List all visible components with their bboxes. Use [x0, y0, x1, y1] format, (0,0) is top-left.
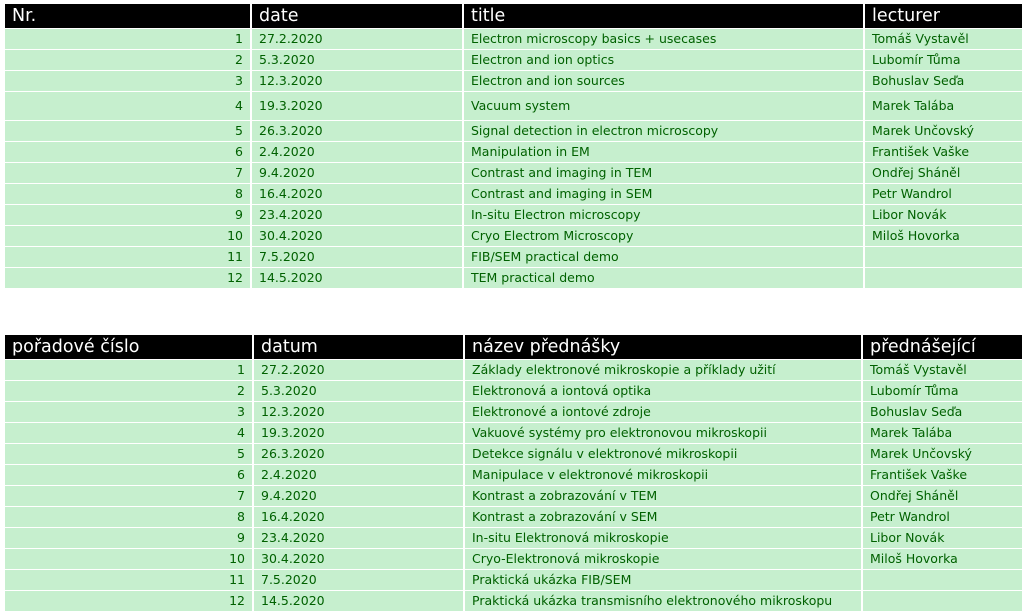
cell-nr: 5 — [5, 444, 253, 465]
cell-title: Signal detection in electron microscopy — [463, 121, 864, 142]
cell-title: Manipulation in EM — [463, 142, 864, 163]
table-row — [5, 184, 1022, 205]
cell-nr: 10 — [5, 549, 253, 570]
table-row — [5, 381, 1022, 402]
cell-date: 27.2.2020 — [251, 29, 463, 50]
cell-nr: 6 — [5, 142, 251, 163]
cell-date: 27.2.2020 — [253, 360, 464, 381]
table-row — [5, 226, 1022, 247]
cell-title: Electron microscopy basics + usecases — [463, 29, 864, 50]
cell-nr: 9 — [5, 205, 251, 226]
header-nr: Nr. — [5, 4, 251, 29]
table-header-row — [5, 335, 1022, 360]
cell-date: 9.4.2020 — [251, 163, 463, 184]
cell-date: 16.4.2020 — [251, 184, 463, 205]
cell-lecturer: Tomáš Vystavěl — [864, 29, 1022, 50]
cell-date: 2.4.2020 — [253, 465, 464, 486]
table-row — [5, 423, 1022, 444]
table-row — [5, 142, 1022, 163]
cell-date: 23.4.2020 — [251, 205, 463, 226]
cell-nr: 3 — [5, 402, 253, 423]
table-row — [5, 29, 1022, 50]
header-date: datum — [253, 335, 464, 360]
cell-lecturer: Miloš Hovorka — [864, 226, 1022, 247]
cell-nr: 8 — [5, 507, 253, 528]
cell-nr: 12 — [5, 591, 253, 612]
cell-date: 19.3.2020 — [251, 92, 463, 121]
table-row — [5, 268, 1022, 289]
cell-date: 2.4.2020 — [251, 142, 463, 163]
czech-schedule-table — [5, 335, 1022, 611]
header-title: název přednášky — [464, 335, 862, 360]
cell-date: 23.4.2020 — [253, 528, 464, 549]
cell-lecturer: Marek Unčovský — [862, 444, 1022, 465]
cell-nr: 11 — [5, 570, 253, 591]
cell-lecturer: Marek Talába — [864, 92, 1022, 121]
cell-nr: 7 — [5, 163, 251, 184]
table-row — [5, 444, 1022, 465]
cell-lecturer: František Vaške — [862, 465, 1022, 486]
cell-nr: 3 — [5, 71, 251, 92]
table-row — [5, 465, 1022, 486]
cell-title: TEM practical demo — [463, 268, 864, 289]
table-header-row — [5, 4, 1022, 29]
table-row — [5, 570, 1022, 591]
cell-lecturer: Ondřej Sháněl — [864, 163, 1022, 184]
cell-date: 26.3.2020 — [253, 444, 464, 465]
header-lecturer: lecturer — [864, 4, 1022, 29]
cell-date: 30.4.2020 — [251, 226, 463, 247]
cell-title: Electron and ion sources — [463, 71, 864, 92]
cell-date: 7.5.2020 — [251, 247, 463, 268]
cell-title: Základy elektronové mikroskopie a příklady užití — [464, 360, 862, 381]
cell-nr: 11 — [5, 247, 251, 268]
cell-nr: 1 — [5, 360, 253, 381]
table-row — [5, 486, 1022, 507]
cell-date: 30.4.2020 — [253, 549, 464, 570]
header-nr: pořadové číslo — [5, 335, 253, 360]
table-row — [5, 360, 1022, 381]
cell-nr: 1 — [5, 29, 251, 50]
cell-title: Contrast and imaging in TEM — [463, 163, 864, 184]
cell-title: Manipulace v elektronové mikroskopii — [464, 465, 862, 486]
cell-title: Elektronová a iontová optika — [464, 381, 862, 402]
cell-lecturer: Lubomír Tůma — [864, 50, 1022, 71]
cell-title: In-situ Electron microscopy — [463, 205, 864, 226]
cell-lecturer: Miloš Hovorka — [862, 549, 1022, 570]
cell-lecturer — [862, 591, 1022, 612]
table-row — [5, 591, 1022, 612]
cell-nr: 2 — [5, 50, 251, 71]
cell-nr: 2 — [5, 381, 253, 402]
cell-nr: 6 — [5, 465, 253, 486]
cell-date: 5.3.2020 — [253, 381, 464, 402]
cell-nr: 4 — [5, 423, 253, 444]
table-row — [5, 121, 1022, 142]
cell-date: 26.3.2020 — [251, 121, 463, 142]
table-row — [5, 50, 1022, 71]
table-row — [5, 247, 1022, 268]
table-row — [5, 163, 1022, 184]
cell-title: Cryo-Elektronová mikroskopie — [464, 549, 862, 570]
cell-date: 14.5.2020 — [253, 591, 464, 612]
cell-title: Praktická ukázka transmisního elektronového mikroskopu — [464, 591, 862, 612]
cell-title: Vacuum system — [463, 92, 864, 121]
cell-title: Detekce signálu v elektronové mikroskopii — [464, 444, 862, 465]
cell-lecturer: Bohuslav Seďa — [862, 402, 1022, 423]
cell-lecturer: Bohuslav Seďa — [864, 71, 1022, 92]
cell-lecturer — [864, 247, 1022, 268]
cell-lecturer: Marek Unčovský — [864, 121, 1022, 142]
cell-nr: 12 — [5, 268, 251, 289]
cell-title: Vakuové systémy pro elektronovou mikroskopii — [464, 423, 862, 444]
table-row — [5, 402, 1022, 423]
cell-date: 19.3.2020 — [253, 423, 464, 444]
cell-date: 16.4.2020 — [253, 507, 464, 528]
cell-date: 12.3.2020 — [253, 402, 464, 423]
table-row — [5, 549, 1022, 570]
cell-lecturer — [862, 570, 1022, 591]
cell-nr: 5 — [5, 121, 251, 142]
cell-title: Kontrast a zobrazování v SEM — [464, 507, 862, 528]
table-row — [5, 507, 1022, 528]
cell-nr: 9 — [5, 528, 253, 549]
header-date: date — [251, 4, 463, 29]
cell-date: 9.4.2020 — [253, 486, 464, 507]
cell-date: 12.3.2020 — [251, 71, 463, 92]
cell-lecturer: Lubomír Tůma — [862, 381, 1022, 402]
cell-nr: 8 — [5, 184, 251, 205]
cell-nr: 4 — [5, 92, 251, 121]
table-row — [5, 528, 1022, 549]
cell-nr: 7 — [5, 486, 253, 507]
english-schedule-table — [5, 4, 1022, 288]
cell-title: Electron and ion optics — [463, 50, 864, 71]
cell-lecturer: Petr Wandrol — [864, 184, 1022, 205]
table-row — [5, 205, 1022, 226]
cell-lecturer: Libor Novák — [864, 205, 1022, 226]
cell-date: 7.5.2020 — [253, 570, 464, 591]
header-lecturer: přednášející — [862, 335, 1022, 360]
cell-title: Cryo Electrom Microscopy — [463, 226, 864, 247]
cell-lecturer: Tomáš Vystavěl — [862, 360, 1022, 381]
cell-title: Kontrast a zobrazování v TEM — [464, 486, 862, 507]
cell-nr: 10 — [5, 226, 251, 247]
header-title: title — [463, 4, 864, 29]
cell-lecturer: Libor Novák — [862, 528, 1022, 549]
cell-title: FIB/SEM practical demo — [463, 247, 864, 268]
cell-date: 5.3.2020 — [251, 50, 463, 71]
cell-lecturer: František Vaške — [864, 142, 1022, 163]
table-row — [5, 92, 1022, 121]
cell-lecturer: Marek Talába — [862, 423, 1022, 444]
cell-lecturer: Petr Wandrol — [862, 507, 1022, 528]
cell-title: Elektronové a iontové zdroje — [464, 402, 862, 423]
cell-lecturer: Ondřej Sháněl — [862, 486, 1022, 507]
cell-date: 14.5.2020 — [251, 268, 463, 289]
cell-title: In-situ Elektronová mikroskopie — [464, 528, 862, 549]
table-row — [5, 71, 1022, 92]
cell-title: Contrast and imaging in SEM — [463, 184, 864, 205]
cell-lecturer — [864, 268, 1022, 289]
cell-title: Praktická ukázka FIB/SEM — [464, 570, 862, 591]
